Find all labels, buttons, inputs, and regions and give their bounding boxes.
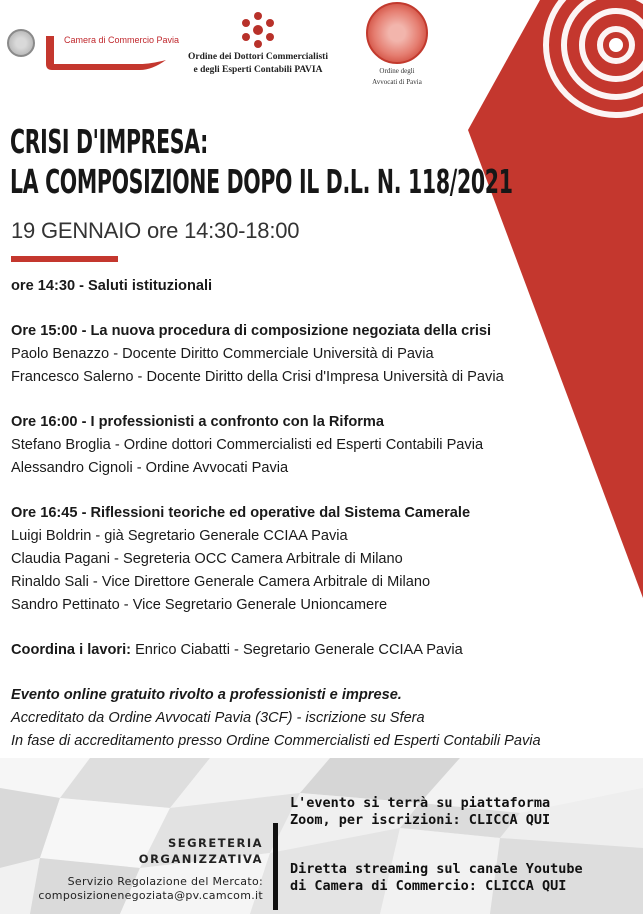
page-title: [10, 122, 513, 202]
session-heading: Ore 16:00 - I professionisti a confronto con la Riforma: [11, 414, 385, 430]
event-note: Accreditato da Ordine Avvocati Pavia (3CF) - iscrizione su Sfera: [11, 710, 425, 726]
youtube-line1: Diretta streaming sul canale Youtube: [290, 861, 583, 877]
secretariat: [38, 835, 263, 903]
session-heading: Ore 15:00 - La nuova procedura di composizione negoziata della crisi: [11, 323, 492, 339]
avvocati-line1: Ordine degli: [379, 67, 415, 75]
avvocati-seal-icon: [366, 2, 428, 64]
youtube-stream-link[interactable]: di Camera di Commercio: CLICCA QUI: [290, 878, 567, 894]
event-note-headline: Evento online gratuito rivolto a professionisti e imprese.: [11, 687, 402, 703]
odc-line1: Ordine dei Dottori Commercialisti: [188, 52, 328, 62]
secretariat-title-1: SEGRETERIA: [167, 836, 263, 850]
session-heading: Ore 16:45 - Riflessioni teoriche ed operative dal Sistema Camerale: [11, 505, 471, 521]
municipal-seal-icon: [7, 29, 35, 57]
zoom-line1: L'evento si terrà su piattaforma: [290, 795, 551, 811]
secretariat-title-2: ORGANIZZATIVA: [138, 852, 263, 866]
event-date: 19 GENNAIO ore 14:30-18:00: [11, 218, 300, 243]
camera-commercio-text: Camera di Commercio Pavia: [64, 35, 180, 45]
speaker: Francesco Salerno - Docente Diritto della Crisi d'Impresa Università di Pavia: [11, 369, 504, 385]
title-line2: LA COMPOSIZIONE DOPO IL D.L. N. 118/2021: [10, 162, 513, 201]
logo-header: [0, 0, 643, 100]
speaker: Stefano Broglia - Ordine dottori Commercialisti ed Esperti Contabili Pavia: [11, 437, 484, 453]
zoom-register-link[interactable]: Zoom, per iscrizioni: CLICCA QUI: [290, 812, 551, 828]
coordinator-label: Coordina i lavori:: [11, 642, 132, 658]
speaker: Rinaldo Sali - Vice Direttore Generale Camera Arbitrale di Milano: [11, 574, 431, 590]
speaker: Paolo Benazzo - Docente Diritto Commerciale Università di Pavia: [11, 346, 434, 362]
avvocati-line2: Avvocati di Pavia: [372, 78, 422, 86]
divider: [11, 256, 118, 262]
speaker: Alessandro Cignoli - Ordine Avvocati Pavia: [11, 460, 289, 476]
speaker: Sandro Pettinato - Vice Segretario Generale Unioncamere: [11, 597, 388, 613]
event-access-info: [290, 795, 583, 895]
session-heading: ore 14:30 - Saluti istituzionali: [11, 278, 213, 294]
footer-divider: [273, 823, 278, 910]
odc-emblem-icon: [238, 10, 278, 50]
avvocati-logo: [364, 2, 430, 86]
title-line1: CRISI D'IMPRESA:: [10, 122, 208, 161]
program: [11, 275, 631, 753]
speaker: Luigi Boldrin - già Segretario Generale CCIAA Pavia: [11, 528, 348, 544]
odc-logo: [168, 10, 348, 76]
secretariat-service: Servizio Regolazione del Mercato:: [67, 875, 263, 888]
speaker: Claudia Pagani - Segreteria OCC Camera Arbitrale di Milano: [11, 551, 403, 567]
odc-line2: e degli Esperti Contabili PAVIA: [193, 65, 323, 75]
secretariat-email-link[interactable]: composizionenegoziata@pv.camcom.it: [38, 889, 263, 902]
event-note: In fase di accreditamento presso Ordine Commercialisti ed Esperti Contabili Pavia: [11, 733, 541, 749]
coordinator: [11, 639, 631, 662]
coordinator-value: Enrico Ciabatti - Segretario Generale CCIAA Pavia: [131, 642, 463, 658]
